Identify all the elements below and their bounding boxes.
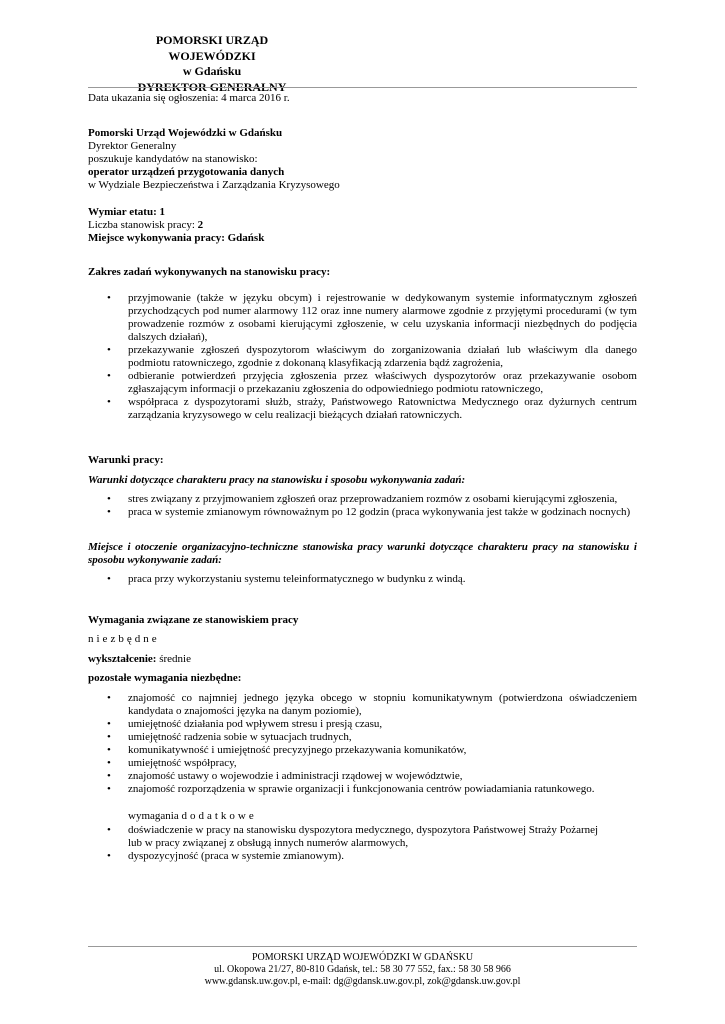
pozostale-label: pozostałe wymagania niezbędne: xyxy=(88,672,242,684)
position-title: operator urządzeń przygotowania danych xyxy=(88,166,285,178)
zakres-list xyxy=(88,292,637,422)
list-item: • znajomość ustawy o wojewodzie i administracji rządowej w województwie, xyxy=(88,770,637,783)
wymagania-list xyxy=(88,692,637,796)
zakres-heading: Zakres zadań wykonywanych na stanowisku pracy: xyxy=(88,266,331,278)
org-role: Dyrektor Generalny xyxy=(88,140,177,152)
list-item: • umiejętność radzenia sobie w sytuacjach trudnych, xyxy=(88,731,637,744)
footer-divider xyxy=(88,946,637,947)
warunki-sub1: Warunki dotyczące charakteru pracy na stanowisku i sposobu wykonywania zadań: xyxy=(88,474,466,486)
department: w Wydziale Bezpieczeństwa i Zarządzania Kryzysowego xyxy=(88,179,340,191)
etat: Wymiar etatu: 1 xyxy=(88,206,165,218)
list-item: • doświadczenie w pracy na stanowisku dyspozytora medycznego, dyspozytora Państwowej Straży Pożarnej lub w pracy związanej z obsługą innych numerów alarmowych, xyxy=(88,824,608,850)
list-item: • umiejętność działania pod wpływem stresu i presją czasu, xyxy=(88,718,637,731)
organization-block xyxy=(88,127,637,192)
warunki-list2 xyxy=(88,573,637,586)
dodatkowe-label: dodatkowe xyxy=(181,810,257,822)
announcement-date: Data ukazania się ogłoszenia: 4 marca 2016 r. xyxy=(88,92,290,104)
warunki-heading: Warunki pracy: xyxy=(88,454,164,466)
letterhead-line: POMORSKI URZĄD WOJEWÓDZKI xyxy=(155,33,269,63)
list-item: • komunikatywność i umiejętność precyzyjnego przekazywania komunikatów, xyxy=(88,744,637,757)
list-item: • umiejętność współpracy, xyxy=(88,757,637,770)
list-item: • praca w systemie zmianowym równoważnym po 12 godzin (praca wykonywania jest także w godzinach nocnych) xyxy=(88,506,637,519)
letterhead-line: DYREKTOR GENERALNY xyxy=(137,79,287,94)
liczba-label: Liczba stanowisk pracy: xyxy=(88,219,198,231)
list-item: • praca przy wykorzystaniu systemu teleinformatycznego w budynku z windą. xyxy=(88,573,637,586)
miejsce: Miejsce wykonywania pracy: Gdańsk xyxy=(88,232,265,244)
wymagania-heading: Wymagania związane ze stanowiskiem pracy xyxy=(88,614,299,626)
letterhead xyxy=(112,33,312,95)
list-item: • dyspozycyjność (praca w systemie zmianowym). xyxy=(88,850,608,863)
footer-line: www.gdansk.uw.gov.pl, e-mail: dg@gdansk.uw.gov.pl, zok@gdansk.uw.gov.pl xyxy=(204,976,521,987)
niezbedne-label: niezbędne xyxy=(88,633,160,645)
footer-line: POMORSKI URZĄD WOJEWÓDZKI W GDAŃSKU xyxy=(251,952,474,963)
list-item: • przyjmowanie (także w języku obcym) i rejestrowanie w dedykowanym systemie informatycznym zgłoszeń przychodzących pod numer alarmowy 112 oraz inne numery alarmowe zgodnie z przyjętymi procedurami (w tym prowadzenie rozmów z osobami kierującymi zgłoszenie, w celu uzyskania informacji niezbędnych do podjęcia dalszych działań), xyxy=(88,292,637,344)
list-item: • przekazywanie zgłoszeń dyspozytorom właściwym do zorganizowania działań lub właściwym dla danego podmiotu ratowniczego, zgodnie z dokonaną klasyfikacją zdarzenia bądź zagrożenia, xyxy=(88,344,637,370)
org-name: Pomorski Urząd Wojewódzki w Gdańsku xyxy=(88,127,283,139)
list-item: • stres związany z przyjmowaniem zgłoszeń oraz przeprowadzaniem rozmów z osobami kierującymi zgłoszenia, xyxy=(88,493,637,506)
list-item: • współpraca z dyspozytorami służb, straży, Państwowego Ratownictwa Medycznego oraz dyżurnych centrum zarządzania kryzysowego w celu realizacji bieżących działań ratowniczych. xyxy=(88,396,637,422)
wyksztalcenie-label: wykształcenie: xyxy=(88,653,157,665)
list-item: • znajomość co najmniej jednego języka obcego w stopniu komunikatywnym (potwierdzona oświadczeniem kandydata o znajomości języka na danym poziomie), xyxy=(88,692,637,718)
dodatkowe-list xyxy=(88,824,608,863)
wyksztalcenie-value: średnie xyxy=(156,653,191,665)
dodatkowe-prefix: wymagania xyxy=(128,810,182,822)
list-item: • znajomość rozporządzenia w sprawie organizacji i funkcjonowania centrów powiadamiania ratunkowego. xyxy=(88,783,637,796)
liczba-value: 2 xyxy=(197,219,204,231)
org-seeks: poszukuje kandydatów na stanowisko: xyxy=(88,153,258,165)
footer xyxy=(88,952,637,988)
warunki-list1 xyxy=(88,493,637,519)
warunki-sub2: Miejsce i otoczenie organizacyjno-techniczne stanowiska pracy warunki dotyczące charakteru pracy na stanowisku i sposobu wykonywanie zadań: xyxy=(88,541,637,566)
list-item: • odbieranie potwierdzeń przyjęcia zgłoszenia przez właściwych dyspozytorów oraz przekazywanie osobom zgłaszającym informacji o przekazaniu zgłoszenia do odpowiedniego podmiotu ratowniczego, xyxy=(88,370,637,396)
job-details xyxy=(88,206,637,245)
letterhead-line: w Gdańsku xyxy=(182,64,242,78)
header-divider xyxy=(88,87,637,88)
footer-line: ul. Okopowa 21/27, 80-810 Gdańsk, tel.: 58 30 77 552, fax.: 58 30 58 966 xyxy=(214,964,511,975)
